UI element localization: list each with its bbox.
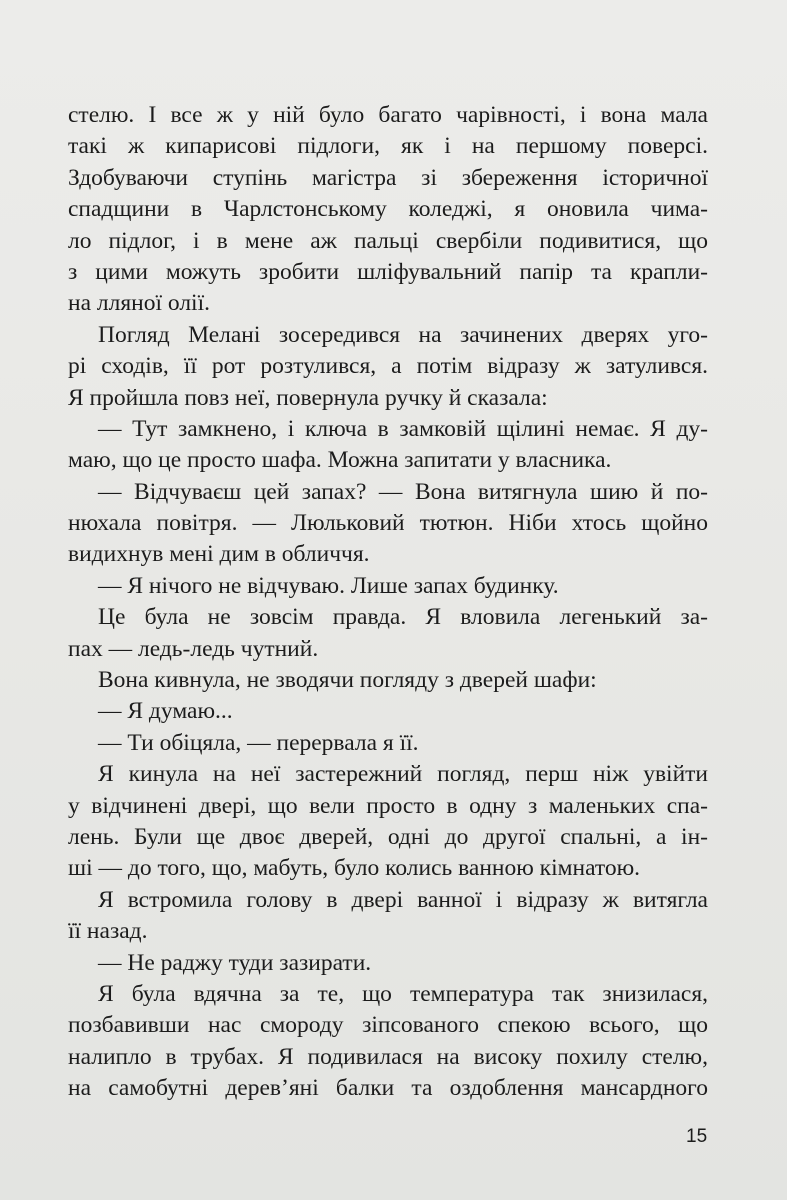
line-text: видихнув мені дим в обличчя.	[68, 541, 370, 568]
line-text: на самобутні дерев’яні балки та оздоблення мансардного	[68, 1075, 708, 1102]
text-line	[68, 885, 708, 916]
line-text: спадщини в Чарлстонському коледжі, я оновила чима-	[68, 196, 708, 223]
text-line	[68, 665, 708, 696]
text-line	[68, 508, 708, 539]
text-line	[68, 194, 708, 225]
line-text: ші — до того, що, мабуть, було колись ванною кімнатою.	[68, 855, 641, 882]
line-text: — Ти обіцяла, — перервала я її.	[98, 729, 419, 756]
text-line	[68, 383, 708, 414]
line-text: — Я нічого не відчуваю. Лише запах будинку.	[98, 572, 559, 599]
text-line	[68, 979, 708, 1010]
line-text: — Не раджу туди зазирати.	[98, 949, 372, 976]
text-line	[68, 602, 708, 633]
line-text: налипло в трубах. Я подивилася на високу похилу стелю,	[68, 1043, 708, 1070]
line-text: стелю. І все ж у ній було багато чарівності, і вона мала	[68, 102, 708, 128]
line-text: Здобуваючи ступінь магістра зі збереження історичної	[68, 164, 708, 191]
line-text: — Відчуваєш цей запах? — Вона витягнула шию й по-	[98, 478, 708, 505]
line-text: з цими можуть зробити шліфувальний папір та крапли-	[68, 258, 708, 285]
text-line	[68, 257, 708, 288]
text-line	[68, 1010, 708, 1041]
line-text: — Тут замкнено, і ключа в замковій щілині немає. Я ду-	[98, 415, 708, 442]
text-line	[68, 351, 708, 382]
line-text: Я кинула на неї застережний погляд, перш ніж увійти	[98, 761, 708, 788]
text-line	[68, 1042, 708, 1073]
text-line	[68, 853, 708, 884]
text-line	[68, 822, 708, 853]
text-line	[68, 634, 708, 665]
text-line	[68, 759, 708, 790]
text-line	[68, 1073, 708, 1104]
page-number: 15	[686, 1126, 708, 1147]
line-text: позбавивши нас смороду зіпсованого спекою всього, що	[68, 1012, 708, 1039]
text-line	[68, 948, 708, 979]
body-text	[68, 100, 708, 1105]
line-text: Погляд Мелані зосередився на зачинених дверях уго-	[98, 321, 708, 348]
text-line	[68, 320, 708, 351]
line-text: Це була не зовсім правда. Я вловила легенький за-	[98, 604, 708, 631]
line-text: ло підлог, і в мене аж пальці свербіли подивитися, що	[68, 227, 708, 254]
line-text: її назад.	[68, 918, 148, 945]
text-line	[68, 288, 708, 319]
text-line	[68, 571, 708, 602]
line-text: Я встромила голову в двері ванної і відразу ж витягла	[98, 886, 708, 913]
line-text: Я була вдячна за те, що температура так знизилася,	[98, 980, 708, 1007]
text-line	[68, 414, 708, 445]
line-text: у відчинені двері, що вели просто в одну з маленьких спа-	[68, 792, 708, 819]
text-line	[68, 100, 708, 131]
text-line	[68, 445, 708, 476]
line-text: рі сходів, її рот розтулився, а потім відразу ж затулився.	[68, 353, 708, 380]
text-line	[68, 728, 708, 759]
line-text: на лляної олії.	[68, 290, 210, 317]
text-line	[68, 226, 708, 257]
text-line	[68, 131, 708, 162]
text-line	[68, 791, 708, 822]
line-text: пах — ледь-ледь чутний.	[68, 635, 319, 662]
text-line	[68, 163, 708, 194]
line-text: нюхала повітря. — Люльковий тютюн. Ніби хтось щойно	[68, 510, 708, 537]
line-text: Я пройшла повз неї, повернула ручку й сказала:	[68, 384, 548, 411]
text-line	[68, 539, 708, 570]
line-text: Вона кивнула, не зводячи погляду з дверей шафи:	[98, 667, 597, 694]
text-line	[68, 916, 708, 947]
line-text: лень. Були ще двоє дверей, одні до другої спальні, а ін-	[68, 823, 708, 850]
text-line	[68, 696, 708, 727]
line-text: такі ж кипарисові підлоги, як і на першому поверсі.	[68, 133, 708, 160]
line-text: маю, що це просто шафа. Можна запитати у власника.	[68, 447, 612, 474]
text-line	[68, 477, 708, 508]
line-text: — Я думаю...	[98, 698, 233, 725]
